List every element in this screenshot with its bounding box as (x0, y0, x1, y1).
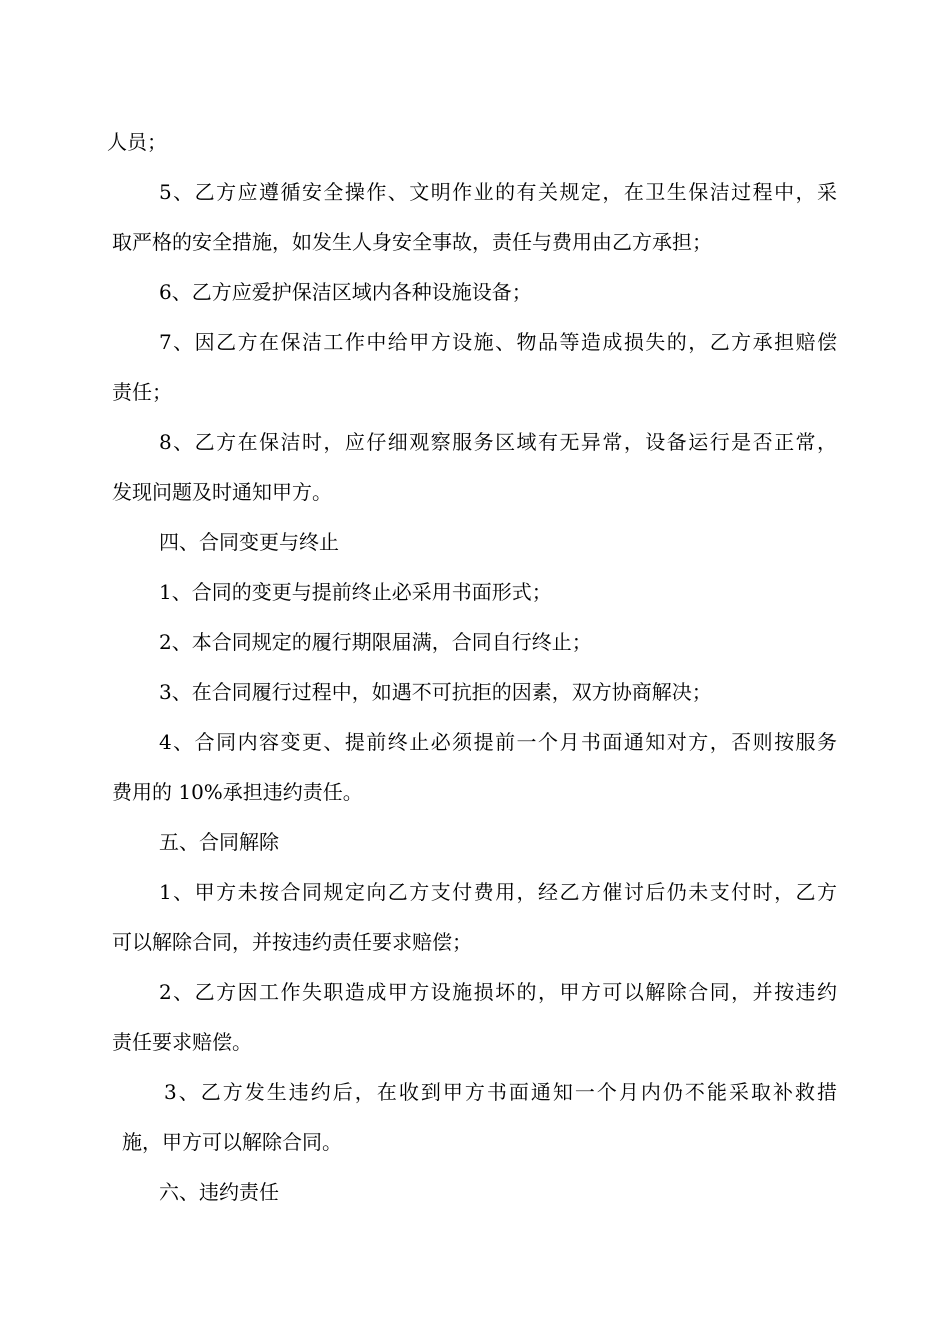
text-line: 3、乙方发生违约后，在收到甲方书面通知一个月内仍不能采取补救措 (164, 1080, 837, 1104)
text-line: 7、因乙方在保洁工作中给甲方设施、物品等造成损失的，乙方承担赔偿 (159, 330, 837, 354)
section-heading: 六、违约责任 (159, 1180, 279, 1204)
text-line: 1、甲方未按合同规定向乙方支付费用，经乙方催讨后仍未支付时，乙方 (159, 880, 837, 904)
text-line: 4、合同内容变更、提前终止必须提前一个月书面通知对方，否则按服务 (159, 730, 837, 754)
text-line: 2、本合同规定的履行期限届满，合同自行终止； (159, 630, 592, 654)
text-line: 施，甲方可以解除合同。 (122, 1130, 342, 1154)
text-line: 发现问题及时通知甲方。 (112, 480, 332, 504)
section-heading: 五、合同解除 (159, 830, 279, 854)
section-heading: 四、合同变更与终止 (159, 530, 339, 554)
text-line: 3、在合同履行过程中，如遇不可抗拒的因素，双方协商解决； (159, 680, 712, 704)
text-line: 2、乙方因工作失职造成甲方设施损坏的，甲方可以解除合同，并按违约 (159, 980, 837, 1004)
text-line: 8、乙方在保洁时，应仔细观察服务区域有无异常，设备运行是否正常， (159, 430, 837, 454)
text-line: 1、合同的变更与提前终止必采用书面形式； (159, 580, 552, 604)
text-line: 5、乙方应遵循安全操作、文明作业的有关规定，在卫生保洁过程中，采 (159, 180, 837, 204)
text-line: 人员； (107, 130, 167, 154)
text-line: 费用的 10%承担违约责任。 (112, 780, 363, 804)
text-line: 责任； (112, 380, 172, 404)
text-line: 责任要求赔偿。 (112, 1030, 252, 1054)
text-line: 6、乙方应爱护保洁区域内各种设施设备； (159, 280, 532, 304)
text-line: 取严格的安全措施，如发生人身安全事故，责任与费用由乙方承担； (112, 230, 712, 254)
text-line: 可以解除合同，并按违约责任要求赔偿； (112, 930, 472, 954)
